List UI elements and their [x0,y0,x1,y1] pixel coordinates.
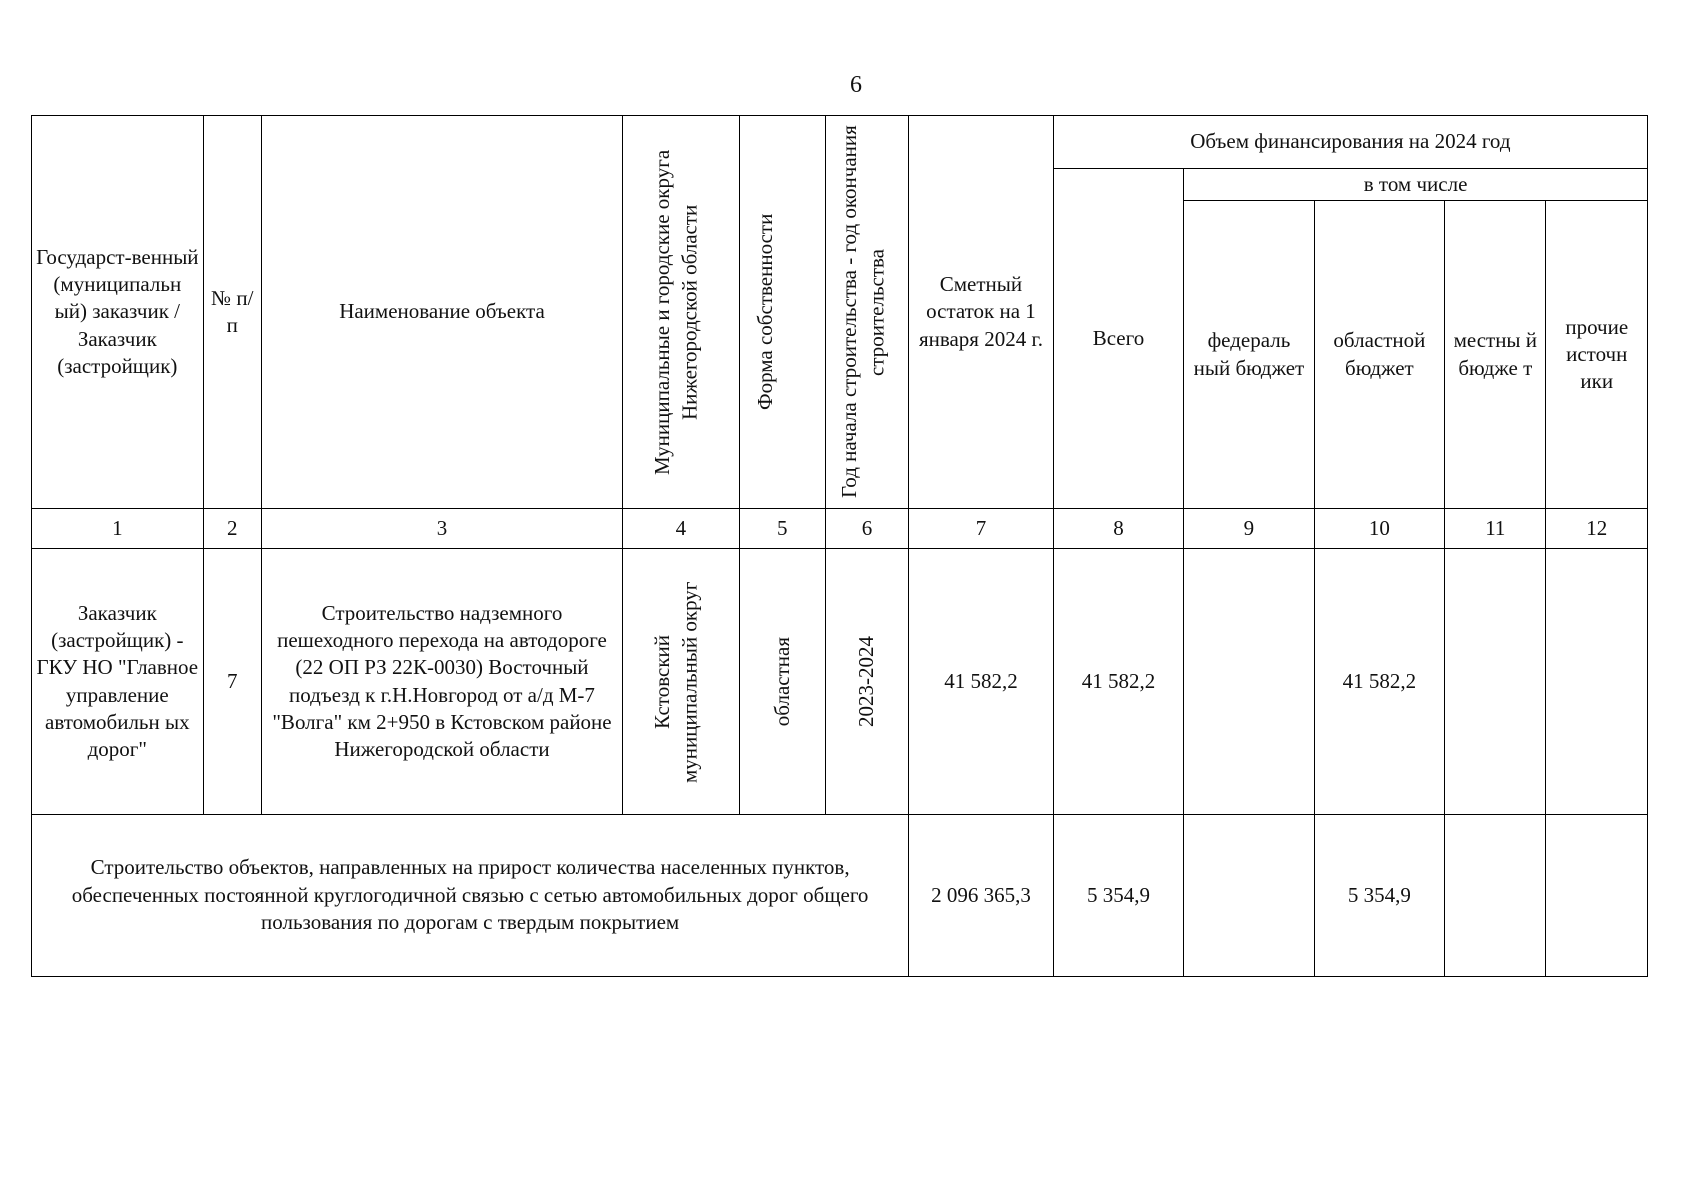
header-years-text: Год начала строительства - год окончания строительства [837,125,889,499]
header-row-1 [32,116,1648,169]
row-remaining: 41 582,2 [909,549,1054,815]
header-including: в том числе [1184,169,1648,201]
column-number: 4 [623,509,739,549]
column-numbers-row [32,509,1648,549]
page-number: 6 [850,72,862,98]
summary-remaining: 2 096 365,3 [909,815,1054,977]
summary-other [1546,815,1648,977]
summary-regional: 5 354,9 [1314,815,1444,977]
column-number: 10 [1314,509,1444,549]
header-funding-volume: Объем финансирования на 2024 год [1053,116,1647,169]
row-total: 41 582,2 [1053,549,1183,815]
header-local: местны й бюдже т [1445,201,1546,509]
header-federal: федераль ный бюджет [1184,201,1314,509]
row-federal [1184,549,1314,815]
header-remaining: Сметный остаток на 1 января 2024 г. [909,116,1054,509]
column-number: 9 [1184,509,1314,549]
row-object-name: Строительство надземного пешеходного перехода на автодороге (22 ОП РЗ 22К-0030) Восточный подъезд к г.Н.Новгород от а/д М-7 "Волга" км 2+950 в Кстовском районе Нижегородской области [261,549,622,815]
row-number: 7 [203,549,261,815]
row-regional: 41 582,2 [1314,549,1444,815]
summary-local [1445,815,1546,977]
table-row [32,549,1648,815]
header-total: Всего [1053,169,1183,509]
row-years [825,549,908,815]
column-number: 2 [203,509,261,549]
header-ownership [739,116,825,509]
column-number: 3 [261,509,622,549]
header-customer: Государст-венный (муниципальн ый) заказчик / Заказчик (застройщик) [32,116,204,509]
header-regional: областной бюджет [1314,201,1444,509]
header-number: № п/п [203,116,261,509]
column-number: 7 [909,509,1054,549]
row-ownership [739,549,825,815]
column-number: 6 [825,509,908,549]
summary-label: Строительство объектов, направленных на прирост количества населенных пунктов, обеспеченных постоянной круглогодичной связью с сетью автомобильных дорог общего пользования по дорогам с твердым покрытием [32,815,909,977]
column-number: 11 [1445,509,1546,549]
financing-table [31,115,1648,977]
header-years [825,116,908,509]
header-municipality-text: Муниципальные и городские округа Нижегородской области [649,149,702,475]
row-local [1445,549,1546,815]
row-customer: Заказчик (застройщик) - ГКУ НО "Главное управление автомобильн ых дорог" [32,549,204,815]
column-number: 5 [739,509,825,549]
row-other [1546,549,1648,815]
header-municipality [623,116,739,509]
header-object-name: Наименование объекта [261,116,622,509]
summary-row [32,815,1648,977]
row-ownership-text: областная [769,636,794,727]
column-number: 1 [32,509,204,549]
row-municipality [623,549,739,815]
summary-federal [1184,815,1314,977]
summary-total: 5 354,9 [1053,815,1183,977]
column-number: 12 [1546,509,1648,549]
column-number: 8 [1053,509,1183,549]
row-years-text: 2023-2024 [854,636,879,727]
header-other: прочие источн ики [1546,201,1648,509]
header-ownership-text: Форма собственности [753,213,778,411]
row-municipality-text: Кстовский муниципальный округ [649,580,702,783]
